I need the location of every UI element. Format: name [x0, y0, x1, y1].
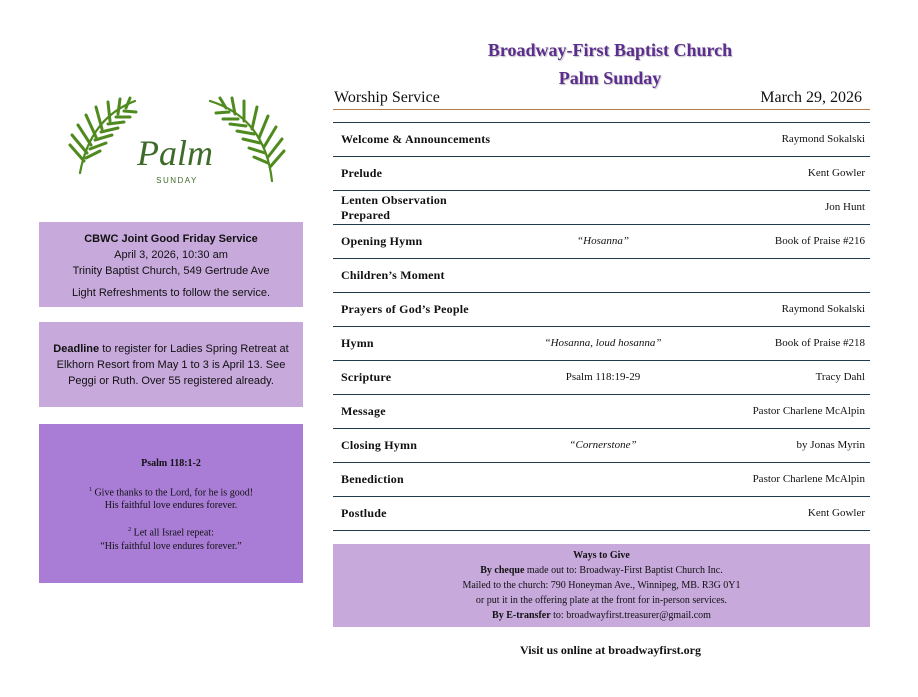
giving-mail: Mailed to the church: 790 Honeyman Ave., Winnipeg, MB. R3G 0Y1 — [462, 580, 741, 591]
retreat-box — [39, 322, 303, 407]
service-item: Benediction — [341, 472, 404, 486]
ways-to-give-box — [333, 544, 870, 627]
service-detail — [503, 157, 703, 190]
giving-plate: or put it in the offering plate at the front for in-person services. — [475, 595, 728, 606]
palm-sunday-logo — [60, 93, 290, 193]
service-person: Pastor Charlene McAlpin — [752, 473, 865, 485]
service-detail — [503, 497, 703, 530]
service-row — [333, 497, 870, 531]
service-detail — [503, 395, 703, 428]
service-item: Hymn — [341, 336, 374, 350]
service-detail: “Hosanna, loud hosanna” — [544, 337, 662, 349]
order-of-service — [333, 122, 870, 531]
retreat-text: to register for Ladies Spring Retreat at Elkhorn Resort from May 1 to 3 is April 13. See Peggi or Ruth. Over 55 registered already. — [56, 343, 289, 387]
service-detail — [503, 123, 703, 156]
retreat-lead: Deadline — [53, 343, 100, 355]
occasion-title: Palm Sunday — [558, 68, 662, 88]
service-detail — [503, 191, 703, 224]
service-person: Raymond Sokalski — [781, 133, 865, 145]
verse-number: 2 — [128, 527, 132, 534]
good-friday-box — [39, 222, 303, 307]
service-detail — [503, 463, 703, 496]
service-row — [333, 395, 870, 429]
service-row — [333, 293, 870, 327]
good-friday-where: Trinity Baptist Church, 549 Gertrude Ave — [72, 265, 270, 277]
good-friday-note: Light Refreshments to follow the service. — [71, 287, 271, 299]
service-detail — [503, 293, 703, 326]
service-person: Raymond Sokalski — [781, 303, 865, 315]
giving-etransfer-lead: By E-transfer — [492, 610, 551, 621]
church-name: Broadway-First Baptist Church — [487, 40, 733, 60]
service-detail: “Hosanna” — [577, 235, 629, 247]
palm-leaf-left-icon — [70, 98, 136, 173]
service-item: Prayers of God’s People — [341, 302, 469, 316]
service-item: Scripture — [341, 370, 392, 384]
service-item: Welcome & Announcements — [341, 132, 491, 146]
psalm-box — [39, 424, 303, 583]
giving-cheque-text: made out to: Broadway-First Baptist Church Inc. — [524, 565, 723, 576]
good-friday-title: CBWC Joint Good Friday Service — [84, 233, 258, 245]
service-person: Book of Praise #216 — [774, 235, 865, 247]
service-item: Opening Hymn — [341, 234, 423, 248]
palm-leaf-right-icon — [210, 98, 284, 181]
service-item: Message — [341, 404, 386, 418]
good-friday-when: April 3, 2026, 10:30 am — [114, 249, 228, 261]
verse-line: “His faithful love endures forever.” — [100, 540, 242, 552]
service-row — [333, 191, 870, 225]
service-person: Kent Gowler — [807, 507, 865, 519]
service-row — [333, 463, 870, 497]
service-item: Lenten Observation Prepared — [341, 192, 447, 222]
service-label: Worship Service — [334, 89, 440, 106]
logo-word: Palm — [137, 133, 213, 173]
service-item: Prelude — [341, 166, 383, 180]
verse-line: His faithful love endures forever. — [104, 500, 238, 512]
service-header — [333, 89, 870, 110]
giving-title: Ways to Give — [573, 550, 630, 561]
service-person: Book of Praise #218 — [774, 337, 865, 349]
service-detail: “Cornerstone” — [569, 439, 637, 451]
giving-etransfer-text: to: broadwayfirst.treasurer@gmail.com — [550, 610, 711, 621]
verse-number: 1 — [88, 487, 92, 493]
service-date: March 29, 2026 — [760, 89, 862, 106]
service-row — [333, 361, 870, 395]
service-person: Jon Hunt — [824, 201, 865, 213]
service-person: Pastor Charlene McAlpin — [752, 405, 865, 417]
service-row — [333, 225, 870, 259]
psalm-verse-1 — [39, 484, 303, 512]
service-person: Kent Gowler — [807, 167, 865, 179]
psalm-verse-2 — [39, 524, 303, 552]
service-item: Closing Hymn — [341, 438, 418, 452]
church-header — [330, 36, 890, 92]
giving-cheque-lead: By cheque — [480, 565, 525, 576]
service-item: Postlude — [341, 506, 387, 520]
psalm-title: Psalm 118:1-2 — [141, 458, 201, 469]
service-row — [333, 123, 870, 157]
service-item: Children’s Moment — [341, 268, 445, 282]
service-row — [333, 259, 870, 293]
service-detail — [503, 259, 703, 292]
service-detail: Psalm 118:19-29 — [565, 371, 641, 383]
service-person: by Jonas Myrin — [796, 439, 865, 451]
website-link[interactable]: Visit us online at broadwayfirst.org — [519, 643, 701, 657]
verse-line: Let all Israel repeat: — [133, 527, 214, 539]
verse-line: Give thanks to the Lord, for he is good! — [94, 487, 254, 499]
service-row — [333, 327, 870, 361]
logo-sub: SUNDAY — [156, 176, 198, 185]
service-row — [333, 429, 870, 463]
service-person: Tracy Dahl — [815, 371, 865, 383]
service-row — [333, 157, 870, 191]
